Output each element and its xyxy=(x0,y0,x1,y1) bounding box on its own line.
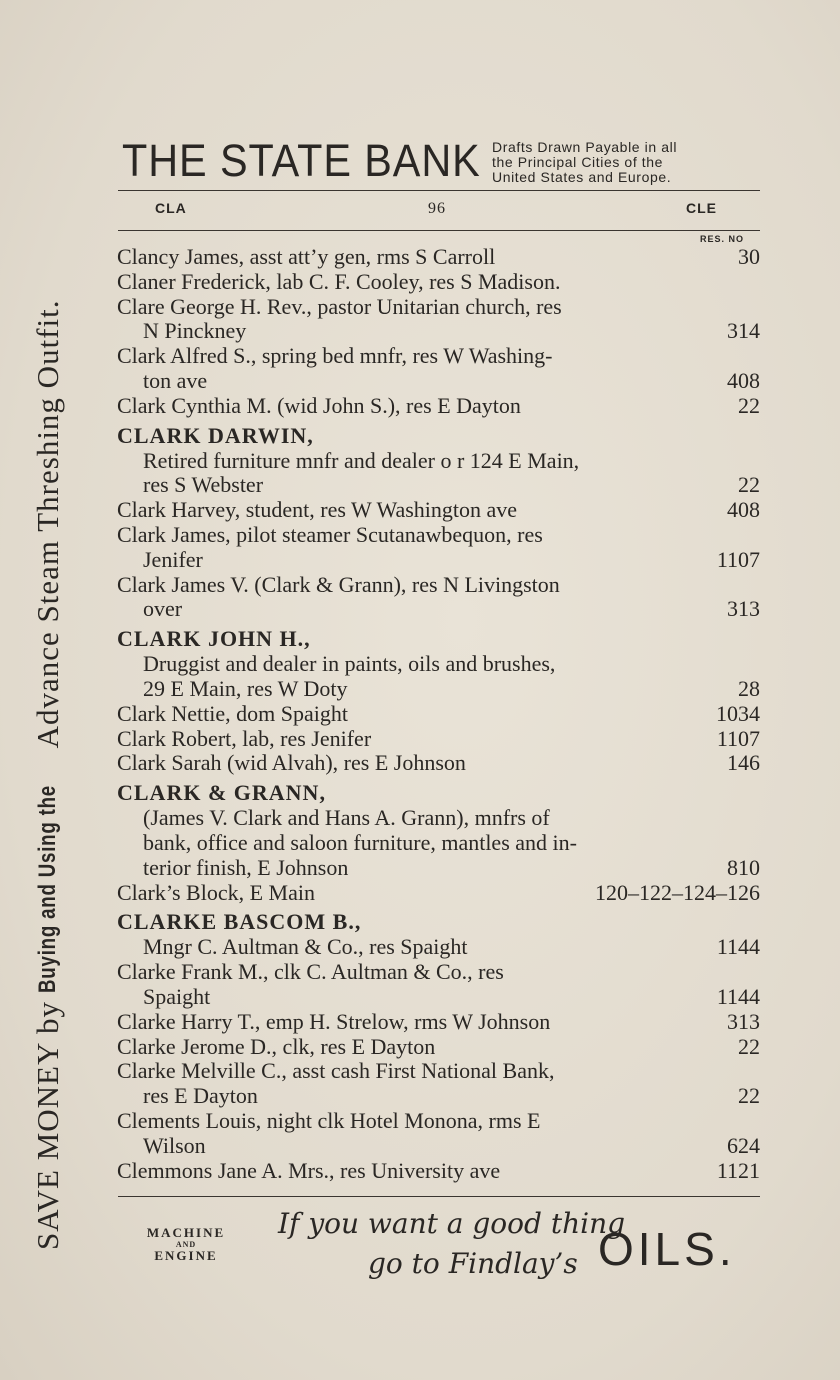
entry-text: Clarke Jerome D., clk, res E Dayton xyxy=(117,1033,436,1059)
residence-number: 408 xyxy=(727,497,760,523)
entry-text: Clarke Frank M., clk C. Aultman & Co., res xyxy=(117,959,504,985)
entry-text: Druggist and dealer in paints, oils and brushes, xyxy=(143,651,556,677)
entry-text: CLARK & GRANN, xyxy=(117,780,326,806)
entry-text: Clements Louis, night clk Hotel Monona, rms E xyxy=(117,1107,541,1133)
entry-text: over xyxy=(143,596,183,622)
entry-text: Clemmons Jane A. Mrs., res University ave xyxy=(117,1157,501,1183)
entry-text: 29 E Main, res W Doty xyxy=(143,675,348,701)
residence-number: 313 xyxy=(727,1008,760,1034)
side-advertisement xyxy=(20,130,76,1250)
entry-text: terior finish, E Johnson xyxy=(143,854,349,880)
entry-text: Clancy James, asst att’y gen, rms S Carroll xyxy=(117,244,496,269)
side-ad-part3: Advance Steam Threshing Outfit. xyxy=(30,299,65,749)
and-text: AND xyxy=(175,1240,197,1249)
entry-text: CLARK JOHN H., xyxy=(117,626,311,652)
residence-number: 408 xyxy=(727,367,760,393)
entry-text: Clare George H. Rev., pastor Unitarian church, res xyxy=(117,293,562,319)
entry-line xyxy=(117,319,760,344)
entry-text: bank, office and saloon furniture, mantles and in- xyxy=(143,829,577,855)
entry-heading xyxy=(117,776,760,806)
residence-number: 22 xyxy=(738,1033,760,1059)
residence-number: 22 xyxy=(738,392,760,418)
entry-text: (James V. Clark and Hans A. Grann), mnfrs of xyxy=(143,805,550,831)
residence-number: 624 xyxy=(727,1132,760,1158)
entry-text: res S Webster xyxy=(143,472,264,498)
residence-number: 1144 xyxy=(716,983,760,1009)
entry-line xyxy=(117,1059,760,1084)
entry-text: Retired furniture mnfr and dealer o r 124 E Main, xyxy=(143,447,580,473)
entry-line xyxy=(117,597,760,622)
entry-text: Clarke Melville C., asst cash First National Bank, xyxy=(117,1058,555,1084)
drafts-line: Drafts Drawn Payable in all xyxy=(492,139,678,155)
entry-line xyxy=(117,394,760,419)
residence-number: 146 xyxy=(727,750,760,776)
entry-text: Clark’s Block, E Main xyxy=(117,879,315,905)
res-no-column-label: RES. NO xyxy=(700,234,745,244)
entry-heading xyxy=(117,622,760,652)
residence-number: 313 xyxy=(727,596,760,622)
entry-line xyxy=(117,1035,760,1060)
engine-text: ENGINE xyxy=(154,1248,218,1263)
drafts-line: the Principal Cities of the xyxy=(492,154,664,170)
entry-line xyxy=(117,295,760,320)
entry-line xyxy=(117,856,760,881)
running-head-right: CLE xyxy=(686,200,717,216)
entry-line xyxy=(117,344,760,369)
entry-line xyxy=(117,727,760,752)
residence-number: 22 xyxy=(738,1083,760,1109)
machine-engine-label xyxy=(114,1226,258,1263)
entry-line xyxy=(117,935,760,960)
residence-number: 1034 xyxy=(716,700,760,726)
entry-line xyxy=(117,677,760,702)
entry-text: CLARK DARWIN, xyxy=(117,422,314,448)
entry-line xyxy=(117,1134,760,1159)
entry-text: Wilson xyxy=(143,1132,206,1158)
entry-text: Jenifer xyxy=(143,546,203,572)
residence-number: 1121 xyxy=(716,1157,760,1183)
running-head-left: CLA xyxy=(155,200,187,216)
page-number: 96 xyxy=(428,200,446,217)
entry-text: Spaight xyxy=(143,983,211,1009)
side-ad-part1: SAVE MONEY by xyxy=(30,1001,65,1250)
residence-number: 810 xyxy=(727,854,760,880)
entry-heading xyxy=(117,419,760,449)
entry-line xyxy=(117,573,760,598)
entry-line xyxy=(117,881,760,906)
side-ad-part2: Buying and Using the xyxy=(34,785,61,994)
entry-line xyxy=(117,270,760,295)
entry-line xyxy=(117,245,760,270)
entry-text: Clark Cynthia M. (wid John S.), res E Dayton xyxy=(117,392,521,418)
entry-text: Mngr C. Aultman & Co., res Spaight xyxy=(143,934,468,960)
script-slogan xyxy=(278,1204,625,1284)
script-line-1: If you want a good thing xyxy=(278,1207,626,1240)
entry-text: CLARKE BASCOM B., xyxy=(117,909,362,935)
drafts-notice xyxy=(492,140,760,185)
entry-heading xyxy=(117,905,760,935)
residence-number: 22 xyxy=(738,472,760,498)
entry-text: Clark Alfred S., spring bed mnfr, res W Washing- xyxy=(117,343,553,369)
entry-text: Clark Robert, lab, res Jenifer xyxy=(117,725,372,751)
entry-text: Clarke Harry T., emp H. Strelow, rms W Johnson xyxy=(117,1008,551,1034)
script-line-2: go to Findlay’s xyxy=(368,1247,578,1280)
entry-line xyxy=(117,985,760,1010)
residence-number: 1144 xyxy=(716,934,760,960)
directory-entries xyxy=(117,245,760,1183)
entry-line xyxy=(117,369,760,394)
entry-line xyxy=(117,831,760,856)
residence-number: 30 xyxy=(738,244,760,269)
entry-line xyxy=(117,449,760,474)
entry-line xyxy=(117,1159,760,1184)
entry-text: N Pinckney xyxy=(143,318,247,344)
entry-text: Clark Harvey, student, res W Washington ave xyxy=(117,497,518,523)
entry-line xyxy=(117,473,760,498)
entry-line xyxy=(117,1010,760,1035)
entry-line xyxy=(117,498,760,523)
entry-line xyxy=(117,523,760,548)
residence-number: 1107 xyxy=(716,725,760,751)
entry-text: Clark James V. (Clark & Grann), res N Livingston xyxy=(117,571,560,597)
residence-number: 28 xyxy=(738,675,760,701)
entry-line xyxy=(117,548,760,573)
residence-number: 314 xyxy=(727,318,760,344)
header-rule xyxy=(118,190,760,191)
entry-text: Claner Frederick, lab C. F. Cooley, res S Madison. xyxy=(117,268,561,294)
oils-text: OILS. xyxy=(598,1223,736,1275)
entry-text: res E Dayton xyxy=(143,1083,258,1109)
entry-line xyxy=(117,1109,760,1134)
entry-line xyxy=(117,806,760,831)
entry-text: Clark Nettie, dom Spaight xyxy=(117,700,348,726)
residence-number: 1107 xyxy=(716,546,760,572)
entry-text: Clark James, pilot steamer Scutanawbequon, res xyxy=(117,521,543,547)
entry-line xyxy=(117,1084,760,1109)
entry-line xyxy=(117,702,760,727)
entry-text: ton ave xyxy=(143,367,208,393)
residence-number: 120–122–124–126 xyxy=(595,879,760,905)
footer-rule xyxy=(118,1196,760,1197)
entry-text: Clark Sarah (wid Alvah), res E Johnson xyxy=(117,750,466,776)
entry-line xyxy=(117,751,760,776)
running-head-rule xyxy=(118,230,760,231)
drafts-line: United States and Europe. xyxy=(492,169,672,185)
machine-text: MACHINE xyxy=(146,1225,226,1240)
bank-name: THE STATE BANK xyxy=(122,135,481,186)
entry-line xyxy=(117,652,760,677)
entry-line xyxy=(117,960,760,985)
